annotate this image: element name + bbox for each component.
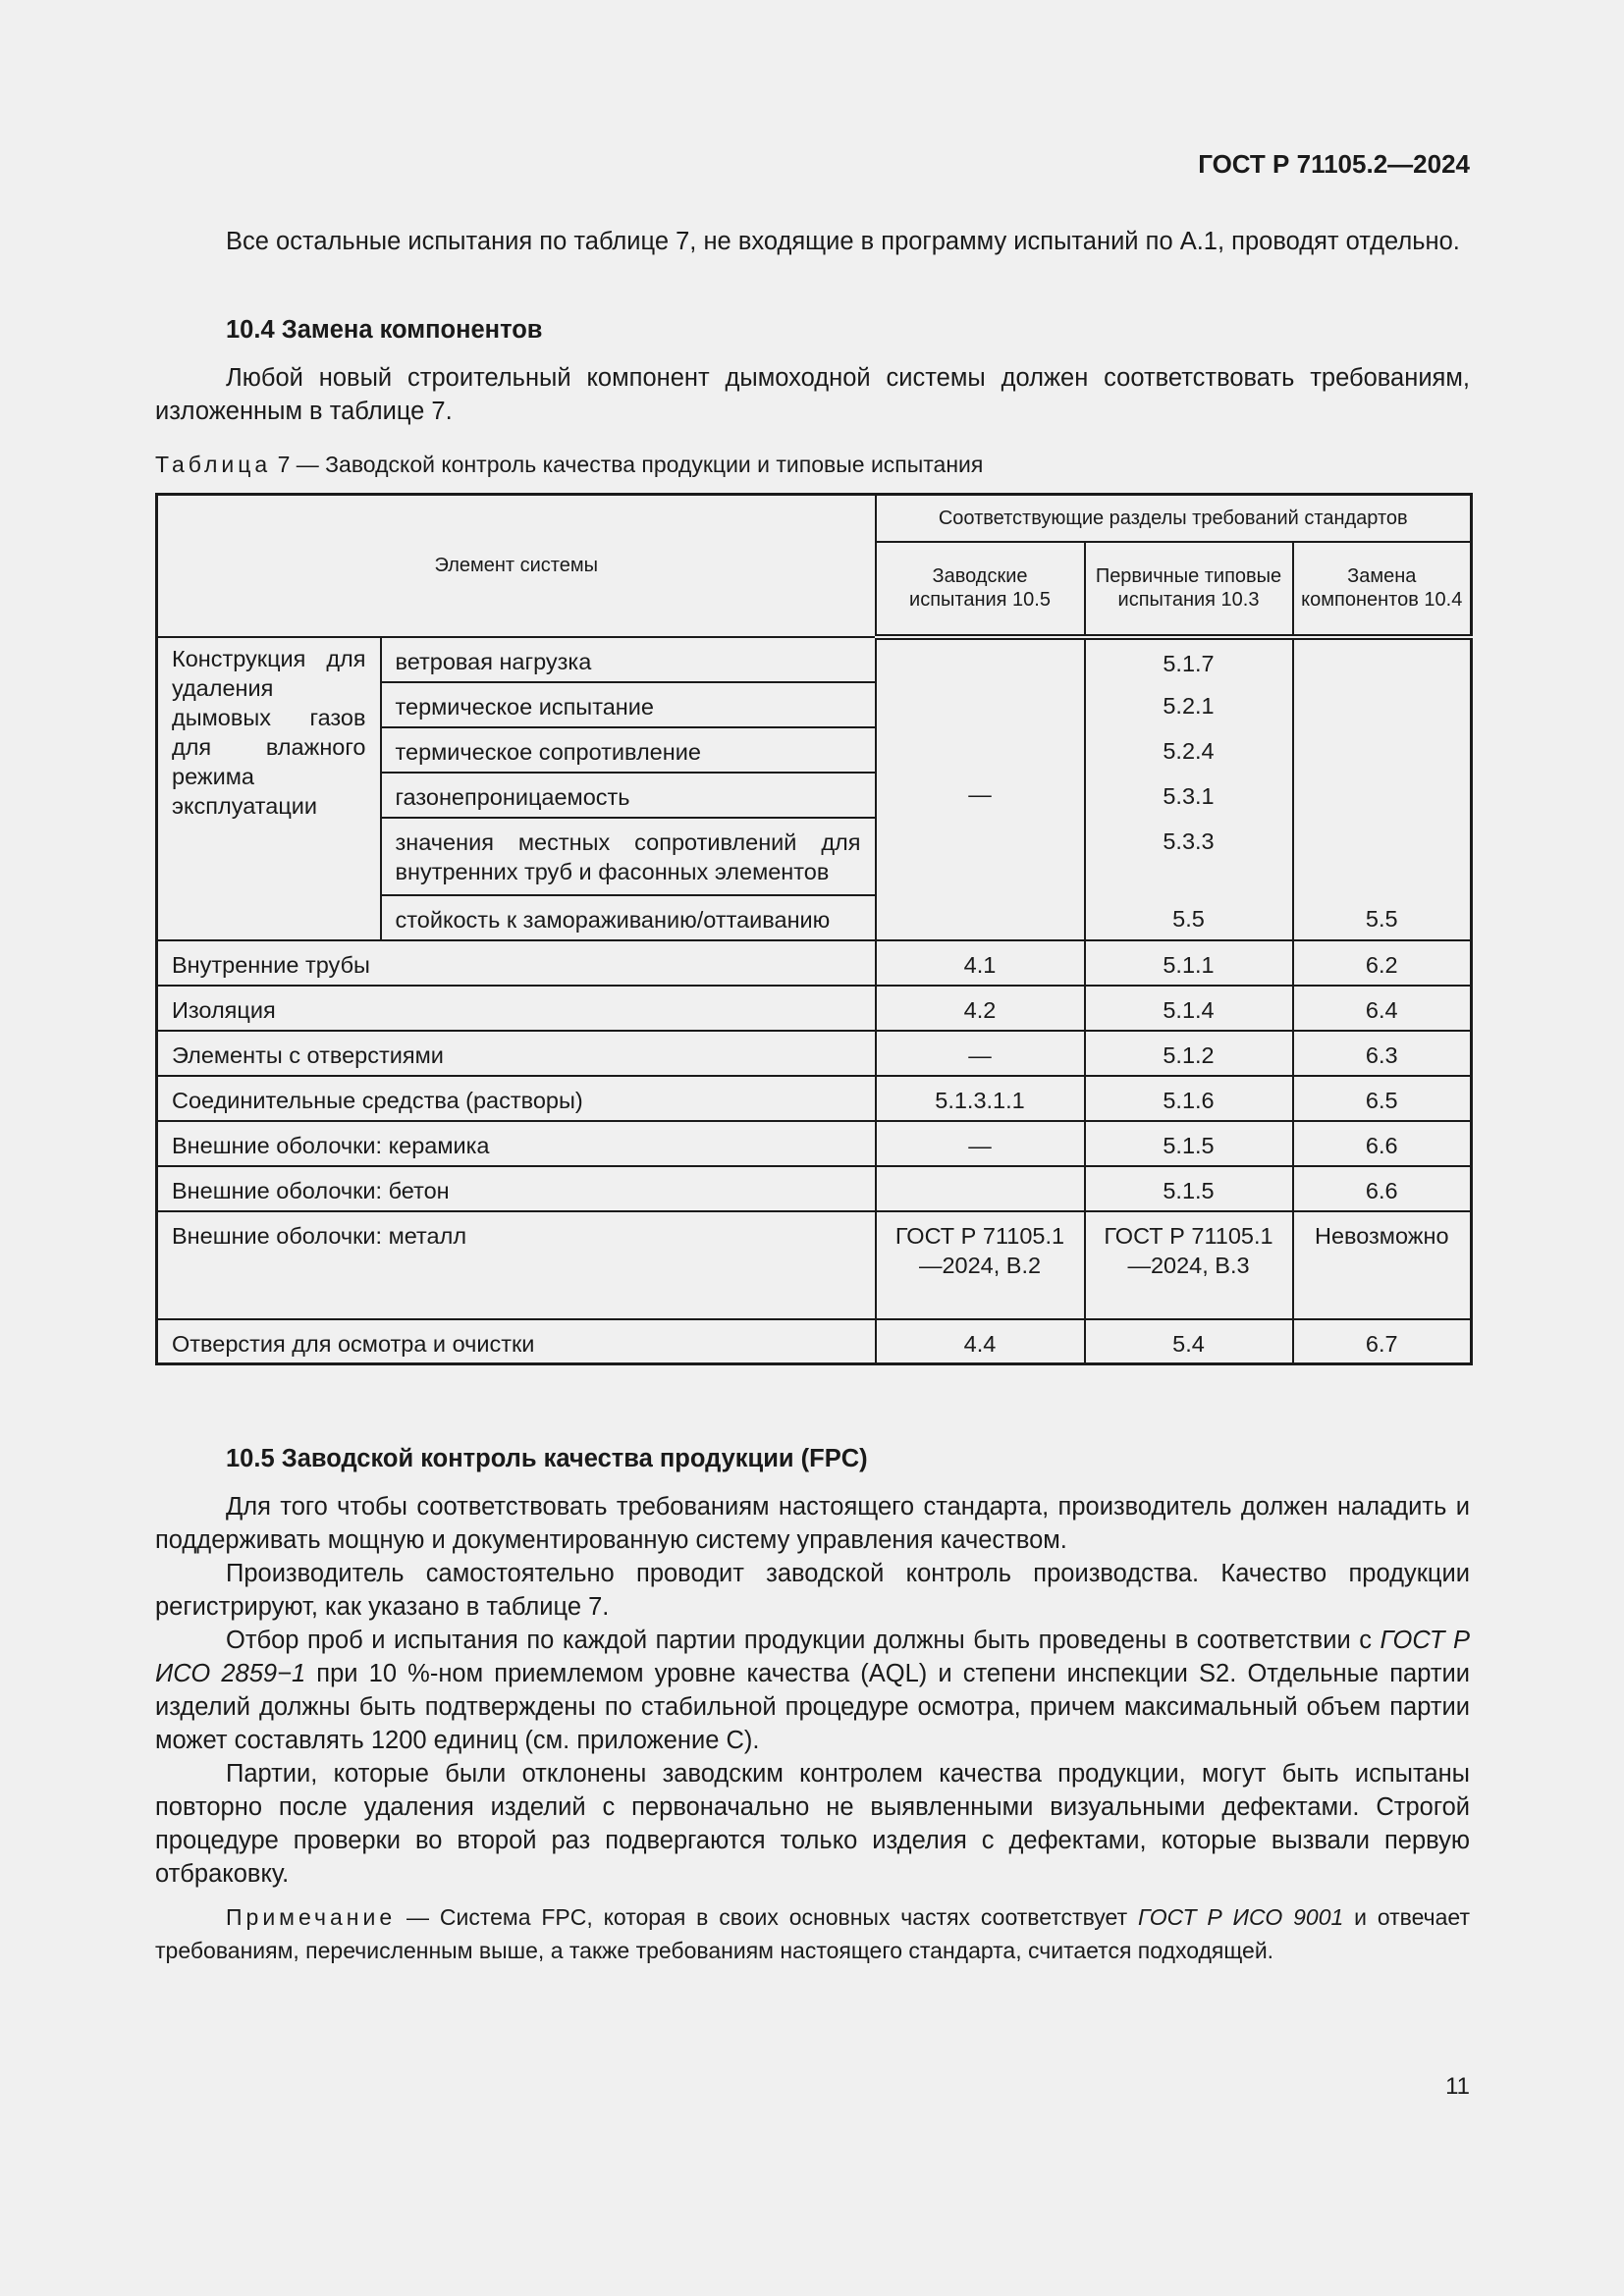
sub-label: стойкость к замораживанию/оттаиванию: [381, 895, 876, 940]
document-code: ГОСТ Р 71105.2—2024: [1198, 149, 1470, 179]
sub-col3: 5.5: [1293, 895, 1472, 940]
sub-col2: 5.3.3: [1085, 818, 1293, 895]
row-label: Внутренние трубы: [157, 940, 876, 986]
table-row: [157, 1076, 1472, 1121]
row-label: Отверстия для осмотра и очистки: [157, 1319, 876, 1364]
row-col3: 6.6: [1293, 1121, 1472, 1166]
row-col3: 6.5: [1293, 1076, 1472, 1121]
row-label: Элементы с отверстиями: [157, 1031, 876, 1076]
row-col2: 5.1.2: [1085, 1031, 1293, 1076]
group-label: Конструкция для удаления дымовых газов для влажного режима эксплуатации: [157, 637, 381, 940]
sub-col3: [1293, 637, 1472, 682]
standard-reference: ГОСТ Р ИСО 2859−1: [155, 1627, 1471, 1687]
row-col3: Невозможно: [1293, 1211, 1472, 1319]
sub-label: газонепроницаемость: [381, 773, 876, 818]
section-10-5-body: [0, 1490, 1471, 1967]
table-row: [157, 1031, 1472, 1076]
note-label: Примечание: [226, 1904, 397, 1930]
row-col1: —: [876, 1031, 1085, 1076]
sub-label: термическое испытание: [381, 682, 876, 727]
table-caption: [155, 452, 983, 478]
header-col2: Первичные типовые испытания 10.3: [1085, 542, 1293, 637]
sub-col2: 5.3.1: [1085, 773, 1293, 818]
table-row: [157, 1121, 1472, 1166]
paragraph: Любой новый строительный компонент дымоходной системы должен соответствовать требованиям, изложенным в таблице 7.: [155, 364, 1470, 425]
sub-label: термическое сопротивление: [381, 727, 876, 773]
row-col1: 5.1.3.1.1: [876, 1076, 1085, 1121]
table-7: [155, 493, 1473, 1365]
paragraph: Все остальные испытания по таблице 7, не входящие в программу испытаний по А.1, проводят отдельно.: [226, 228, 1460, 255]
standard-reference: ГОСТ Р ИСО 9001: [1137, 1904, 1344, 1930]
text: — Система FPC, которая в своих основных частях соответствует: [396, 1904, 1138, 1930]
group-col1: —: [876, 637, 1085, 940]
row-col1: 4.2: [876, 986, 1085, 1031]
row-col3: 6.3: [1293, 1031, 1472, 1076]
paragraph: Для того чтобы соответствовать требованиям настоящего стандарта, производитель должен наладить и поддерживать мощную и документированную систему управления качеством.: [155, 1493, 1470, 1554]
page-number: 11: [1445, 2073, 1470, 2100]
row-col1: [876, 1166, 1085, 1211]
text: и отвечает требованиям, перечисленным выше, а также требованиям настоящего стандарта, считается подходящей.: [155, 1904, 1470, 1963]
row-col1: 4.4: [876, 1319, 1085, 1364]
row-col2: 5.1.5: [1085, 1166, 1293, 1211]
header-group: Соответствующие разделы требований стандартов: [876, 495, 1472, 542]
row-label: Внешние оболочки: бетон: [157, 1166, 876, 1211]
sub-col2: 5.5: [1085, 895, 1293, 940]
text: Отбор проб и испытания по каждой партии продукции должны быть проведены в соответствии с: [226, 1627, 1380, 1654]
section-heading-10-5: 10.5 Заводской контроль качества продукции (FPC): [226, 1445, 868, 1472]
sub-col3: [1293, 682, 1472, 727]
sub-label: значения местных сопротивлений для внутренних труб и фасонных элементов: [381, 818, 876, 895]
row-col1: 4.1: [876, 940, 1085, 986]
paragraph: [155, 1624, 1470, 1757]
row-col1: —: [876, 1121, 1085, 1166]
caption-text: 7 — Заводской контроль качества продукции и типовые испытания: [271, 452, 984, 477]
table-row: [157, 1319, 1472, 1364]
sub-col3: [1293, 727, 1472, 773]
sub-col2: 5.1.7: [1085, 637, 1293, 682]
sub-col2: 5.2.4: [1085, 727, 1293, 773]
row-col2: ГОСТ Р 71105.1—2024, В.3: [1085, 1211, 1293, 1319]
table-row: [157, 1211, 1472, 1319]
row-col2: 5.1.6: [1085, 1076, 1293, 1121]
caption-prefix: Таблица: [155, 452, 272, 477]
text: при 10 %-ном приемлемом уровне качества (AQL) и степени инспекции S2. Отдельные партии изделий должны быть подтверждены по стабильной процедуре осмотра, причем максимальный объем партии может составлять 1200 единиц (см. приложение С).: [155, 1660, 1470, 1754]
row-col3: 6.2: [1293, 940, 1472, 986]
row-label: Внешние оболочки: металл: [157, 1211, 876, 1319]
row-label: Изоляция: [157, 986, 876, 1031]
header-col3: Замена компонентов 10.4: [1293, 542, 1472, 637]
row-col3: 6.6: [1293, 1166, 1472, 1211]
section-heading-10-4: 10.4 Замена компонентов: [226, 316, 543, 344]
row-label: Соединительные средства (растворы): [157, 1076, 876, 1121]
row-col2: 5.4: [1085, 1319, 1293, 1364]
row-col2: 5.1.5: [1085, 1121, 1293, 1166]
note: [155, 1900, 1470, 1967]
row-col2: 5.1.4: [1085, 986, 1293, 1031]
row-col3: 6.7: [1293, 1319, 1472, 1364]
row-col1: ГОСТ Р 71105.1—2024, В.2: [876, 1211, 1085, 1319]
row-col3: 6.4: [1293, 986, 1472, 1031]
sub-label: ветровая нагрузка: [381, 637, 876, 682]
sub-col2: 5.2.1: [1085, 682, 1293, 727]
paragraph: Производитель самостоятельно проводит заводской контроль производства. Качество продукции регистрируют, как указано в таблице 7.: [155, 1560, 1470, 1621]
table-row: [157, 986, 1472, 1031]
header-col1: Заводские испытания 10.5: [876, 542, 1085, 637]
table-row: [157, 940, 1472, 986]
header-element: Элемент системы: [157, 495, 876, 637]
row-label: Внешние оболочки: керамика: [157, 1121, 876, 1166]
paragraph: Партии, которые были отклонены заводским контролем качества продукции, могут быть испытаны повторно после удаления изделий с первоначально не выявленными визуальными дефектами. Строгой процедуре проверки во второй раз подвергаются только изделия с дефектами, которые вызвали первую отбраковку.: [155, 1760, 1470, 1888]
table-row: [157, 1166, 1472, 1211]
sub-col3: [1293, 818, 1472, 895]
row-col2: 5.1.1: [1085, 940, 1293, 986]
sub-col3: [1293, 773, 1472, 818]
